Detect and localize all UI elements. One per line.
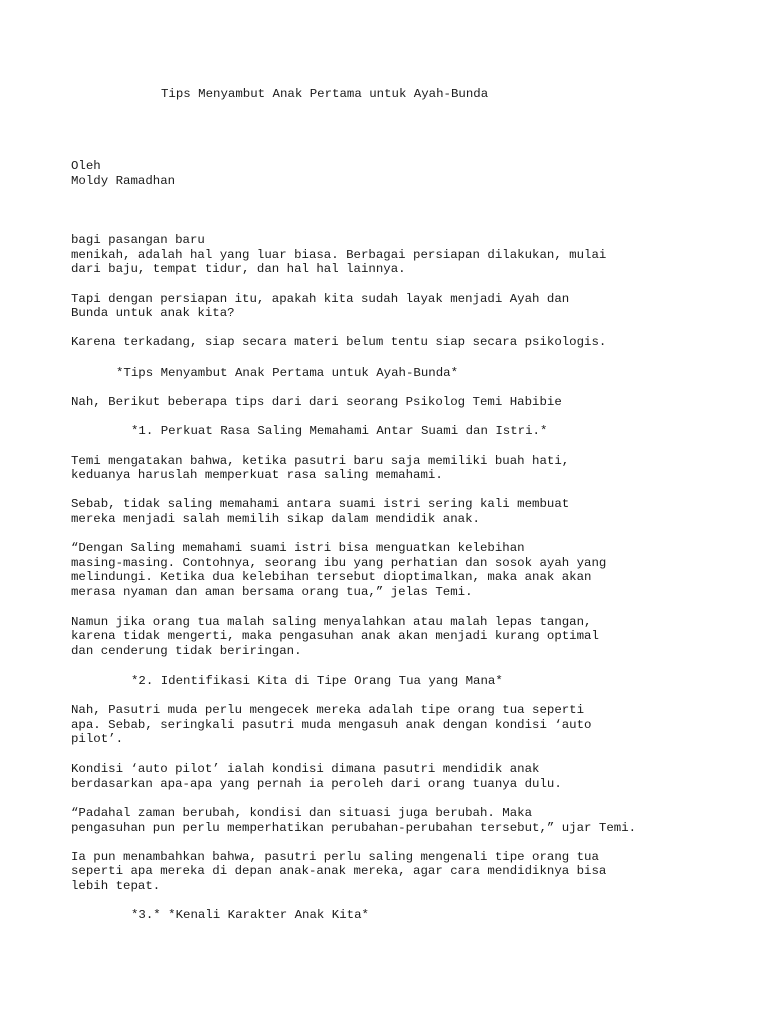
paragraph-line: Nah, Pasutri muda perlu mengecek mereka adalah tipe orang tua seperti — [71, 703, 585, 717]
tip-heading-1: *1. Perkuat Rasa Saling Memahami Antar Suami dan Istri.* — [131, 424, 548, 438]
paragraph-line: seperti apa mereka di depan anak-anak mereka, agar cara mendidiknya bisa — [71, 864, 607, 878]
paragraph-line: Tapi dengan persiapan itu, apakah kita sudah layak menjadi Ayah dan — [71, 292, 570, 306]
paragraph-line: masing-masing. Contohnya, seorang ibu yang perhatian dan sosok ayah yang — [71, 556, 607, 570]
paragraph-line: dan cenderung tidak beriringan. — [71, 644, 302, 658]
tip-heading-2: *2. Identifikasi Kita di Tipe Orang Tua yang Mana* — [131, 674, 503, 688]
paragraph-line: mereka menjadi salah memilih sikap dalam mendidik anak. — [71, 512, 480, 526]
paragraph-line: melindungi. Ketika dua kelebihan tersebut dioptimalkan, maka anak akan — [71, 570, 592, 584]
paragraph-line: Sebab, tidak saling memahami antara suami istri sering kali membuat — [71, 497, 570, 511]
paragraph-line: Ia pun menambahkan bahwa, pasutri perlu saling mengenali tipe orang tua — [71, 850, 599, 864]
paragraph-line: lebih tepat. — [71, 879, 161, 893]
paragraph-line: bagi pasangan baru — [71, 233, 205, 247]
paragraph-line: Karena terkadang, siap secara materi belum tentu siap secara psikologis. — [71, 335, 607, 349]
paragraph-line: Nah, Berikut beberapa tips dari dari seorang Psikolog Temi Habibie — [71, 395, 562, 409]
paragraph-line: “Padahal zaman berubah, kondisi dan situasi juga berubah. Maka — [71, 806, 533, 820]
paragraph-line: apa. Sebab, seringkali pasutri muda mengasuh anak dengan kondisi ‘auto — [71, 718, 592, 732]
paragraph-line: karena tidak mengerti, maka pengasuhan anak akan menjadi kurang optimal — [71, 629, 599, 643]
paragraph-line: berdasarkan apa-apa yang pernah ia peroleh dari orang tuanya dulu. — [71, 777, 562, 791]
document-title: Tips Menyambut Anak Pertama untuk Ayah-Bunda — [161, 87, 489, 101]
byline-author: Moldy Ramadhan — [71, 174, 176, 188]
paragraph-line: Namun jika orang tua malah saling menyalahkan atau malah lepas tangan, — [71, 615, 592, 629]
paragraph-line: Temi mengatakan bahwa, ketika pasutri baru saja memiliki buah hati, — [71, 454, 570, 468]
byline-label: Oleh — [71, 159, 101, 173]
paragraph-line: merasa nyaman dan aman bersama orang tua,” jelas Temi. — [71, 585, 473, 599]
paragraph-line: “Dengan Saling memahami suami istri bisa menguatkan kelebihan — [71, 541, 525, 555]
paragraph-line: menikah, adalah hal yang luar biasa. Berbagai persiapan dilakukan, mulai — [71, 248, 607, 262]
paragraph-line: Kondisi ‘auto pilot’ ialah kondisi dimana pasutri mendidik anak — [71, 762, 540, 776]
paragraph-line: pengasuhan pun perlu memperhatikan perubahan-perubahan tersebut,” ujar Temi. — [71, 821, 637, 835]
paragraph-line: keduanya haruslah memperkuat rasa saling memahami. — [71, 468, 443, 482]
paragraph-line: pilot’. — [71, 732, 124, 746]
paragraph-line: Bunda untuk anak kita? — [71, 306, 235, 320]
section-heading: *Tips Menyambut Anak Pertama untuk Ayah-Bunda* — [116, 366, 459, 380]
paragraph-line: dari baju, tempat tidur, dan hal hal lainnya. — [71, 262, 406, 276]
tip-heading-3: *3.* *Kenali Karakter Anak Kita* — [131, 908, 369, 922]
